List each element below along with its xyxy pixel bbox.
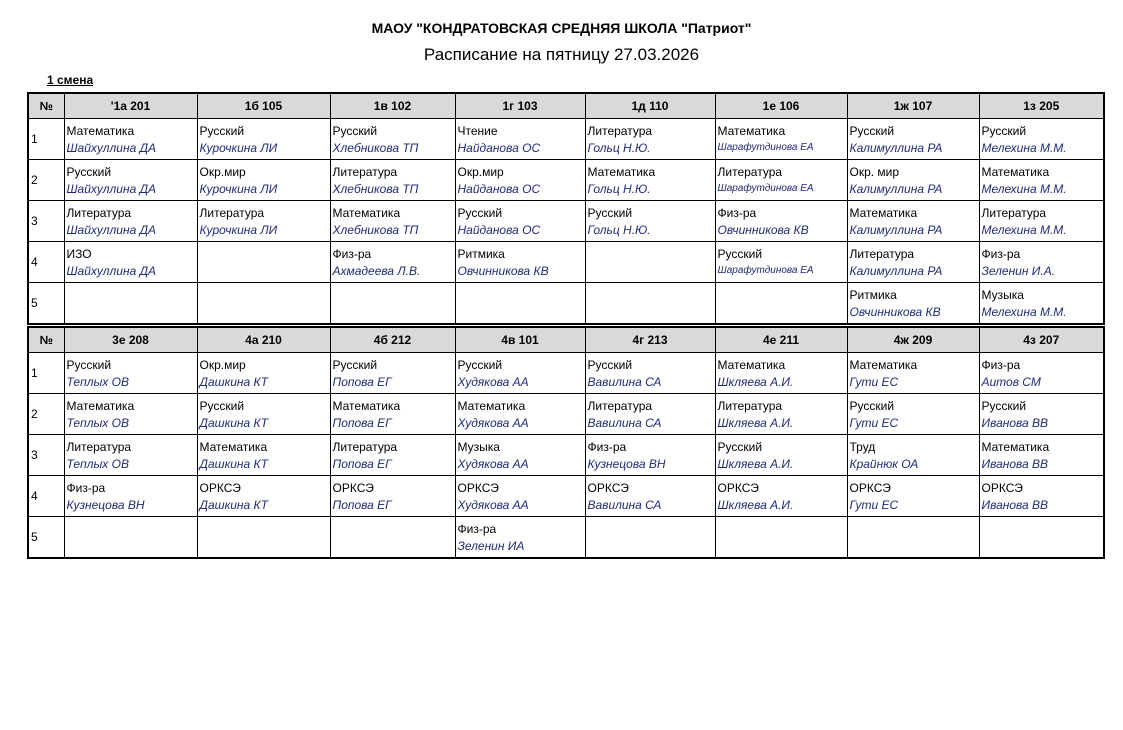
teacher-name: Мелехина М.М. xyxy=(981,223,1067,237)
teacher-name: Шайхуллина ДА xyxy=(66,182,157,196)
subject-name: Математика xyxy=(981,440,1050,454)
teacher-name xyxy=(980,522,1104,525)
teacher-name xyxy=(848,522,979,525)
teacher-name: Худякова АА xyxy=(457,457,529,471)
subject-name: Литература xyxy=(981,206,1047,220)
lesson-cell xyxy=(197,435,330,476)
teacher-name: Зеленин И.А. xyxy=(981,264,1056,278)
lesson-row xyxy=(28,242,1104,283)
lesson-cell xyxy=(330,435,455,476)
teacher-name xyxy=(456,288,585,291)
subject-name: Окр.мир xyxy=(199,165,246,179)
subject-name: Ритмика xyxy=(457,247,505,261)
subject-name: Окр. мир xyxy=(849,165,900,179)
lesson-cell xyxy=(979,353,1104,394)
subject-name: Физ-ра xyxy=(981,358,1021,372)
subject-name: Математика xyxy=(332,399,401,413)
subject-name: Математика xyxy=(717,358,786,372)
teacher-name: Калимуллина РА xyxy=(849,264,943,278)
lesson-row xyxy=(28,119,1104,160)
lesson-row xyxy=(28,160,1104,201)
teacher-name: Шарафутдинова ЕА xyxy=(717,265,814,276)
lesson-cell xyxy=(455,394,585,435)
subject-name: Русский xyxy=(457,358,503,372)
lesson-cell xyxy=(585,160,715,201)
lesson-cell xyxy=(847,242,979,283)
subject-name: Русский xyxy=(199,399,245,413)
teacher-name xyxy=(65,522,197,525)
teacher-name: Гути ЕС xyxy=(849,498,899,512)
subject-name: Физ-ра xyxy=(587,440,627,454)
lesson-cell xyxy=(64,517,197,558)
teacher-name: Попова ЕГ xyxy=(332,457,392,471)
lesson-cell xyxy=(330,517,455,558)
teacher-name: Гольц Н.Ю. xyxy=(587,141,651,155)
teacher-name: Вавилина СА xyxy=(587,375,662,389)
subject-name: Русский xyxy=(66,358,112,372)
subject-name: Математика xyxy=(457,399,526,413)
lesson-cell xyxy=(979,119,1104,160)
subject-name: Русский xyxy=(587,206,633,220)
class-header: 1г 103 xyxy=(455,93,585,119)
teacher-name: Курочкина ЛИ xyxy=(199,141,278,155)
subject-name: Литература xyxy=(332,165,398,179)
subject-name: Русский xyxy=(849,124,895,138)
subject-name: Литература xyxy=(66,206,132,220)
subject-name: ОРКСЭ xyxy=(587,481,629,495)
teacher-name xyxy=(716,522,847,525)
subject-name: Музыка xyxy=(457,440,500,454)
schedule-table-2 xyxy=(27,326,1105,559)
lesson-cell xyxy=(715,119,847,160)
subject-name: ОРКСЭ xyxy=(332,481,374,495)
subject-name: Физ-ра xyxy=(457,522,497,536)
lesson-cell xyxy=(847,476,979,517)
lesson-cell xyxy=(197,283,330,324)
teacher-name: Худякова АА xyxy=(457,498,529,512)
teacher-name xyxy=(65,288,197,291)
subject-name: Математика xyxy=(332,206,401,220)
subject-name: Труд xyxy=(849,440,876,454)
lesson-number-header: № xyxy=(28,93,64,119)
lesson-cell xyxy=(197,201,330,242)
lesson-cell xyxy=(330,160,455,201)
lesson-cell xyxy=(64,353,197,394)
class-header: 4в 101 xyxy=(455,327,585,353)
subject-name: Окр.мир xyxy=(199,358,246,372)
lesson-number: 2 xyxy=(28,394,64,435)
lesson-cell xyxy=(715,435,847,476)
teacher-name xyxy=(586,522,715,525)
subject-name: Чтение xyxy=(457,124,498,138)
lesson-cell xyxy=(197,242,330,283)
teacher-name: Вавилина СА xyxy=(587,498,662,512)
subject-name: Математика xyxy=(66,124,135,138)
teacher-name: Шкляева А.И. xyxy=(717,375,794,389)
teacher-name: Теплых ОВ xyxy=(66,416,129,430)
class-header: 1д 110 xyxy=(585,93,715,119)
subject-name: ОРКСЭ xyxy=(981,481,1023,495)
lesson-cell xyxy=(455,435,585,476)
class-header: 1б 105 xyxy=(197,93,330,119)
subject-name: Литература xyxy=(332,440,398,454)
lesson-number: 4 xyxy=(28,476,64,517)
subject-name: ОРКСЭ xyxy=(457,481,499,495)
subject-name: Литература xyxy=(849,247,915,261)
teacher-name xyxy=(198,522,330,525)
lesson-cell xyxy=(585,201,715,242)
subject-name: Литература xyxy=(587,399,653,413)
teacher-name: Кузнецова ВН xyxy=(587,457,666,471)
teacher-name: Попова ЕГ xyxy=(332,498,392,512)
lesson-cell xyxy=(715,160,847,201)
lesson-cell xyxy=(330,283,455,324)
lesson-cell xyxy=(455,517,585,558)
class-header: 4з 207 xyxy=(979,327,1104,353)
lesson-cell xyxy=(455,201,585,242)
teacher-name: Ахмадеева Л.В. xyxy=(332,264,421,278)
lesson-cell xyxy=(979,242,1104,283)
lesson-cell xyxy=(715,201,847,242)
lesson-cell xyxy=(715,353,847,394)
lesson-cell xyxy=(585,283,715,324)
subject-name: Литература xyxy=(199,206,265,220)
lesson-cell xyxy=(197,476,330,517)
subject-name: Русский xyxy=(981,399,1027,413)
teacher-name: Теплых ОВ xyxy=(66,375,129,389)
lesson-cell xyxy=(585,435,715,476)
teacher-name: Дашкина КТ xyxy=(199,375,268,389)
subject-name: Русский xyxy=(587,358,633,372)
teacher-name: Гольц Н.Ю. xyxy=(587,223,651,237)
lesson-cell xyxy=(847,353,979,394)
subject-name: Русский xyxy=(199,124,245,138)
lesson-cell xyxy=(455,160,585,201)
lesson-cell xyxy=(715,517,847,558)
subject-name: Математика xyxy=(849,358,918,372)
schedule-table-1 xyxy=(27,92,1105,325)
subject-name: Русский xyxy=(849,399,895,413)
teacher-name: Шарафутдинова ЕА xyxy=(717,142,814,153)
subject-name: ОРКСЭ xyxy=(849,481,891,495)
lesson-number: 1 xyxy=(28,119,64,160)
subject-name: Русский xyxy=(981,124,1027,138)
subject-name: Русский xyxy=(332,124,378,138)
lesson-cell xyxy=(330,201,455,242)
teacher-name: Теплых ОВ xyxy=(66,457,129,471)
teacher-name: Гути ЕС xyxy=(849,416,899,430)
subject-name: ОРКСЭ xyxy=(199,481,241,495)
lesson-cell xyxy=(979,517,1104,558)
lesson-cell xyxy=(847,160,979,201)
class-header: 4ж 209 xyxy=(847,327,979,353)
lesson-cell xyxy=(64,476,197,517)
teacher-name xyxy=(716,288,847,291)
subject-name: Математика xyxy=(717,124,786,138)
subject-name: Математика xyxy=(849,206,918,220)
lesson-row xyxy=(28,517,1104,558)
teacher-name: Гути ЕС xyxy=(849,375,899,389)
teacher-name: Попова ЕГ xyxy=(332,375,392,389)
class-header: 1ж 107 xyxy=(847,93,979,119)
class-header: 3е 208 xyxy=(64,327,197,353)
teacher-name: Курочкина ЛИ xyxy=(199,223,278,237)
subject-name: ОРКСЭ xyxy=(717,481,759,495)
lesson-row xyxy=(28,201,1104,242)
lesson-cell xyxy=(455,242,585,283)
teacher-name: Гольц Н.Ю. xyxy=(587,182,651,196)
lesson-cell xyxy=(585,353,715,394)
lesson-cell xyxy=(585,517,715,558)
class-header: 4б 212 xyxy=(330,327,455,353)
teacher-name: Найданова ОС xyxy=(457,182,541,196)
schedule-title: Расписание на пятницу 27.03.2026 xyxy=(423,45,700,64)
subject-name: Русский xyxy=(717,440,763,454)
class-header: 4г 213 xyxy=(585,327,715,353)
teacher-name: Мелехина М.М. xyxy=(981,182,1067,196)
teacher-name: Шкляева А.И. xyxy=(717,457,794,471)
lesson-cell xyxy=(330,476,455,517)
subject-name: Математика xyxy=(66,399,135,413)
subject-name: Русский xyxy=(332,358,378,372)
teacher-name: Крайнюк ОА xyxy=(849,457,919,471)
lesson-cell xyxy=(197,517,330,558)
class-header: 4а 210 xyxy=(197,327,330,353)
teacher-name xyxy=(586,288,715,291)
header-row xyxy=(28,327,1104,353)
lesson-cell xyxy=(64,283,197,324)
lesson-cell xyxy=(979,476,1104,517)
lesson-cell xyxy=(455,283,585,324)
lesson-row xyxy=(28,353,1104,394)
class-header: 1в 102 xyxy=(330,93,455,119)
subject-name: Математика xyxy=(981,165,1050,179)
lesson-cell xyxy=(585,242,715,283)
teacher-name: Хлебникова ТП xyxy=(332,223,419,237)
teacher-name: Найданова ОС xyxy=(457,141,541,155)
subject-name: Русский xyxy=(457,206,503,220)
lesson-cell xyxy=(197,394,330,435)
subject-name: Литература xyxy=(717,165,783,179)
lesson-cell xyxy=(585,476,715,517)
subject-name: Физ-ра xyxy=(66,481,106,495)
lesson-row xyxy=(28,476,1104,517)
teacher-name: Шайхуллина ДА xyxy=(66,223,157,237)
teacher-name: Шайхуллина ДА xyxy=(66,141,157,155)
teacher-name: Калимуллина РА xyxy=(849,223,943,237)
lesson-cell xyxy=(64,242,197,283)
teacher-name: Худякова АА xyxy=(457,416,529,430)
teacher-name: Хлебникова ТП xyxy=(332,141,419,155)
lesson-cell xyxy=(64,394,197,435)
lesson-number: 2 xyxy=(28,160,64,201)
teacher-name xyxy=(198,288,330,291)
subject-name: Литература xyxy=(717,399,783,413)
teacher-name: Овчинникова КВ xyxy=(717,223,809,237)
teacher-name: Иванова ВВ xyxy=(981,457,1049,471)
lesson-cell xyxy=(330,119,455,160)
class-header: 1з 205 xyxy=(979,93,1104,119)
lesson-number: 1 xyxy=(28,353,64,394)
subject-name: Физ-ра xyxy=(717,206,757,220)
teacher-name: Хлебникова ТП xyxy=(332,182,419,196)
lesson-cell xyxy=(979,160,1104,201)
lesson-cell xyxy=(979,283,1104,324)
subject-name: Физ-ра xyxy=(981,247,1021,261)
subject-name: ИЗО xyxy=(66,247,92,261)
teacher-name: Шкляева А.И. xyxy=(717,498,794,512)
subject-name: Математика xyxy=(199,440,268,454)
teacher-name xyxy=(198,247,330,250)
class-header: 4е 211 xyxy=(715,327,847,353)
lesson-cell xyxy=(330,353,455,394)
lesson-row xyxy=(28,394,1104,435)
class-header: '1а 201 xyxy=(64,93,197,119)
lesson-row xyxy=(28,283,1104,324)
lesson-cell xyxy=(64,201,197,242)
lesson-number: 5 xyxy=(28,517,64,558)
teacher-name: Овчинникова КВ xyxy=(849,305,941,319)
teacher-name: Иванова ВВ xyxy=(981,416,1049,430)
teacher-name: Худякова АА xyxy=(457,375,529,389)
lesson-cell xyxy=(715,242,847,283)
lesson-cell xyxy=(64,119,197,160)
teacher-name: Найданова ОС xyxy=(457,223,541,237)
lesson-row xyxy=(28,435,1104,476)
header-row xyxy=(28,93,1104,119)
teacher-name: Зеленин ИА xyxy=(457,539,525,553)
teacher-name: Шарафутдинова ЕА xyxy=(717,183,814,194)
lesson-cell xyxy=(585,394,715,435)
teacher-name: Шайхуллина ДА xyxy=(66,264,157,278)
lesson-cell xyxy=(979,201,1104,242)
subject-name: Физ-ра xyxy=(332,247,372,261)
teacher-name: Попова ЕГ xyxy=(332,416,392,430)
lesson-cell xyxy=(330,242,455,283)
teacher-name xyxy=(331,522,455,525)
teacher-name: Шкляева А.И. xyxy=(717,416,794,430)
lesson-number: 4 xyxy=(28,242,64,283)
class-header: 1е 106 xyxy=(715,93,847,119)
shift-label: 1 смена xyxy=(47,73,94,87)
subject-name: Ритмика xyxy=(849,288,897,302)
lesson-cell xyxy=(979,435,1104,476)
lesson-cell xyxy=(455,119,585,160)
lesson-cell xyxy=(715,476,847,517)
lesson-number-header: № xyxy=(28,327,64,353)
teacher-name: Кузнецова ВН xyxy=(66,498,145,512)
subject-name: Музыка xyxy=(981,288,1024,302)
lesson-cell xyxy=(847,119,979,160)
teacher-name: Дашкина КТ xyxy=(199,416,268,430)
lesson-number: 5 xyxy=(28,283,64,324)
teacher-name: Вавилина СА xyxy=(587,416,662,430)
lesson-cell xyxy=(847,517,979,558)
teacher-name xyxy=(331,288,455,291)
subject-name: Русский xyxy=(66,165,112,179)
subject-name: Математика xyxy=(587,165,656,179)
teacher-name: Аитов СМ xyxy=(981,375,1041,389)
lesson-cell xyxy=(330,394,455,435)
teacher-name: Мелехина М.М. xyxy=(981,305,1067,319)
lesson-cell xyxy=(197,119,330,160)
teacher-name: Мелехина М.М. xyxy=(981,141,1067,155)
lesson-cell xyxy=(64,435,197,476)
lesson-cell xyxy=(455,476,585,517)
teacher-name: Калимуллина РА xyxy=(849,141,943,155)
teacher-name: Дашкина КТ xyxy=(199,498,268,512)
lesson-cell xyxy=(715,394,847,435)
teacher-name: Калимуллина РА xyxy=(849,182,943,196)
subject-name: Окр.мир xyxy=(457,165,504,179)
lesson-cell xyxy=(197,160,330,201)
lesson-number: 3 xyxy=(28,435,64,476)
subject-name: Литература xyxy=(66,440,132,454)
subject-name: Русский xyxy=(717,247,763,261)
lesson-cell xyxy=(455,353,585,394)
lesson-cell xyxy=(847,283,979,324)
school-name: МАОУ "КОНДРАТОВСКАЯ СРЕДНЯЯ ШКОЛА "Патриот" xyxy=(371,20,752,36)
lesson-cell xyxy=(847,394,979,435)
lesson-cell xyxy=(979,394,1104,435)
lesson-cell xyxy=(715,283,847,324)
lesson-cell xyxy=(585,119,715,160)
subject-name: Литература xyxy=(587,124,653,138)
lesson-number: 3 xyxy=(28,201,64,242)
teacher-name: Иванова ВВ xyxy=(981,498,1049,512)
lesson-cell xyxy=(847,435,979,476)
lesson-cell xyxy=(64,160,197,201)
lesson-cell xyxy=(847,201,979,242)
teacher-name: Курочкина ЛИ xyxy=(199,182,278,196)
teacher-name xyxy=(586,247,715,250)
lesson-cell xyxy=(197,353,330,394)
teacher-name: Дашкина КТ xyxy=(199,457,268,471)
teacher-name: Овчинникова КВ xyxy=(457,264,549,278)
